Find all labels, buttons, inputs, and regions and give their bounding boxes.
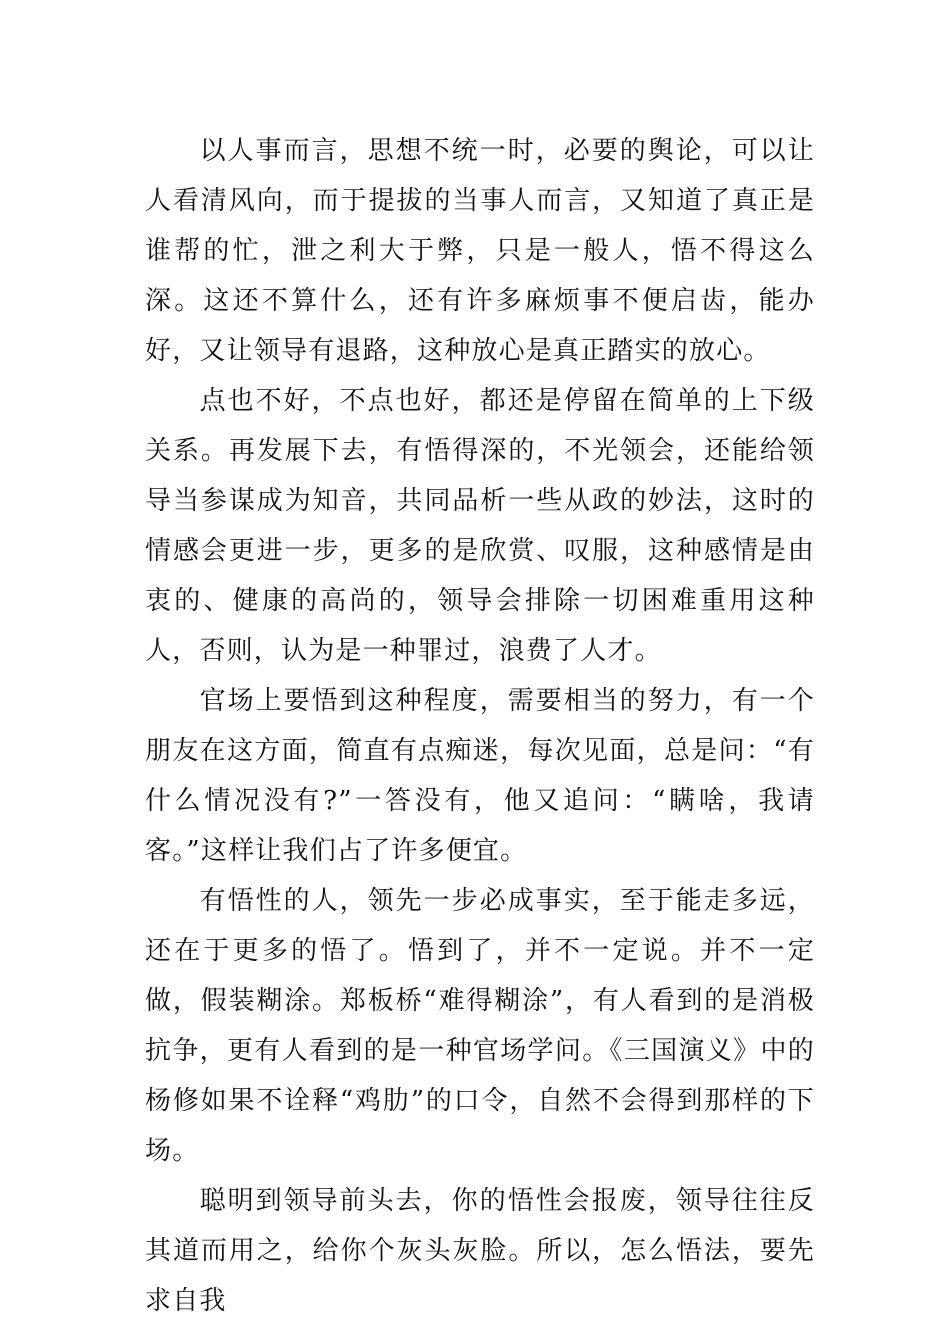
- paragraph-4: 有悟性的人，领先一步必成事实，至于能走多远，还在于更多的悟了。悟到了，并不一定说。并不一定做，假装糊涂。郑板桥“难得糊涂”，有人看到的是消极抗争，更有人看到的是一种官场学问。《三国演义》中的杨修如果不诠释“鸡肋”的口令，自然不会得到那样的下场。: [145, 886, 815, 1166]
- paragraph-3: 官场上要悟到这种程度，需要相当的努力，有一个朋友在这方面，简直有点痴迷，每次见面，总是问：“有什么情况没有?”一答没有，他又追问：“瞒啥，我请客。”这样让我们占了许多便宜。: [145, 686, 815, 866]
- paragraph-2: 点也不好，不点也好，都还是停留在简单的上下级关系。再发展下去，有悟得深的，不光领会，还能给领导当参谋成为知音，共同品析一些从政的妙法，这时的情感会更进一步，更多的是欣赏、叹服，这种感情是由衷的、健康的高尚的，领导会排除一切困难重用这种人，否则，认为是一种罪过，浪费了人才。: [145, 386, 815, 666]
- paragraph-5: 聪明到领导前头去，你的悟性会报废，领导往往反其道而用之，给你个灰头灰脸。所以，怎么悟法，要先求自我: [145, 1186, 815, 1316]
- document-body: [145, 126, 815, 1326]
- paragraph-1: 以人事而言，思想不统一时，必要的舆论，可以让人看清风向，而于提拔的当事人而言，又知道了真正是谁帮的忙，泄之利大于弊，只是一般人，悟不得这么深。这还不算什么，还有许多麻烦事不便启齿，能办好，又让领导有退路，这种放心是真正踏实的放心。: [145, 136, 815, 366]
